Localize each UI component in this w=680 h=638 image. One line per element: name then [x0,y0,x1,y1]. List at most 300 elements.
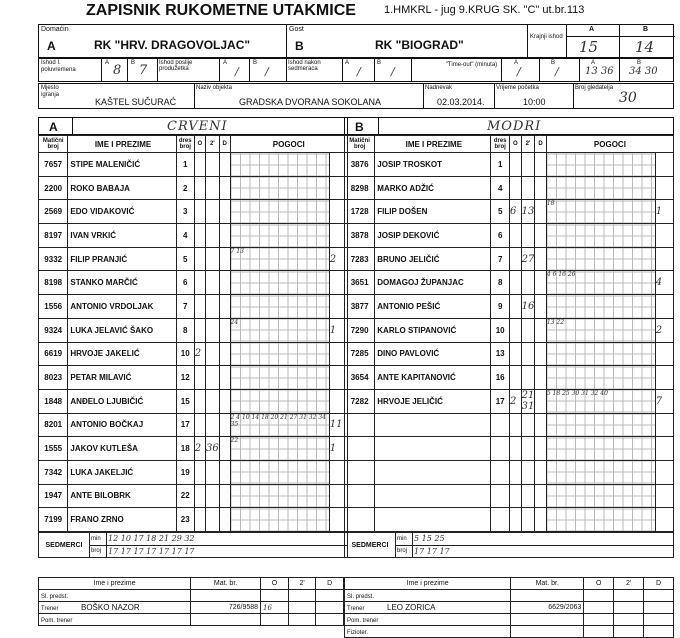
player-number: 6 [176,271,194,295]
player-2min: 13 [521,200,535,224]
player-number: 8 [176,318,194,342]
off-col-name: Ime i prezime [345,578,511,590]
player-d [535,247,546,271]
player-mb: 8201 [39,413,68,437]
player-mb: 7282 [345,389,375,413]
player-d [219,460,230,484]
player-o [509,318,521,342]
player-o [194,271,205,295]
sed-min-label: min [396,533,413,546]
off-col-o: O [584,578,614,590]
player-name: HRVOJE JAKELIĆ [68,342,176,366]
player-row [345,318,674,342]
player-goals [230,366,329,390]
official-role-name [39,602,191,614]
player-mb: 1947 [39,484,68,508]
official-role-name [39,614,191,626]
col-o: O [509,136,521,153]
player-2min [521,366,535,390]
player-2min [521,318,535,342]
player-name: ANTE BILOBRK [68,484,176,508]
team-a-sedmerci [38,532,348,558]
player-o [509,153,521,177]
seven-a-label: A [345,60,350,66]
player-goal-total [655,484,673,508]
player-mb: 1848 [39,389,68,413]
official-role: Fizioter. [347,630,369,636]
player-d [219,318,230,342]
official-role-name [345,602,511,614]
seven-b: / [391,65,395,78]
player-goal-total: 1 [329,318,347,342]
team-a-color: CRVENI [167,119,228,134]
player-2min [521,224,535,248]
official-2min [288,590,316,602]
col-2min: 2' [521,136,535,153]
player-o [194,389,205,413]
player-d [535,437,546,461]
player-mb: 8298 [345,176,375,200]
player-o [509,508,521,532]
timeout-b-label: B [551,60,556,66]
player-name: FRANO ZRNO [68,508,176,532]
team-a-letter: A [49,120,58,134]
official-mb [191,614,261,626]
player-o [194,153,205,177]
player-number: 2 [176,176,194,200]
player-d [535,271,546,295]
player-mb [345,484,375,508]
player-2min: 16 [521,295,535,319]
player-o [509,295,521,319]
player-d [219,366,230,390]
ext-label: Ishod poslije produžetka [159,60,193,72]
player-name: JAKOV KUTLEŠA [68,437,176,461]
player-2min [205,484,219,508]
player-mb: 7285 [345,342,375,366]
player-row [39,318,348,342]
player-o [194,200,205,224]
half-b: 7 [139,63,148,78]
player-2min [205,318,219,342]
player-row [345,224,674,248]
player-goal-total: 2 [655,318,673,342]
teams-box [38,24,674,58]
player-o [194,176,205,200]
official-row [345,614,674,626]
player-o [509,247,521,271]
player-2min [205,413,219,437]
player-number: 1 [491,153,510,177]
player-d [219,389,230,413]
form-title: ZAPISNIK RUKOMETNE UTAKMICE [86,2,356,19]
official-o [584,602,614,614]
official-o [584,590,614,602]
player-goals [230,271,329,295]
player-row [39,153,348,177]
player-2min [521,508,535,532]
player-name: FILIP PRANJIĆ [68,247,176,271]
sed-min-label: min [90,533,107,546]
player-row [39,508,348,532]
player-name: IVAN VRKIĆ [68,224,176,248]
player-d [219,153,230,177]
player-o [509,176,521,200]
player-row [345,200,674,224]
player-row [345,153,674,177]
player-2min [521,153,535,177]
official-mb [191,590,261,602]
player-row [39,366,348,390]
player-number [491,484,510,508]
player-name: DOMAGOJ ŽUPANJAC [375,271,491,295]
player-d [219,508,230,532]
official-mb: 6629/2063 [511,602,584,614]
player-goal-total [655,413,673,437]
official-mb: 726/9588 [191,602,261,614]
official-row [345,626,674,638]
half-a: 8 [113,63,122,78]
player-o [194,366,205,390]
player-d [535,200,546,224]
official-o [584,626,614,638]
player-goals [230,389,329,413]
player-name [375,484,491,508]
player-d [535,224,546,248]
team-b-color: MODRI [487,119,542,134]
player-o [194,460,205,484]
official-2min [614,614,644,626]
team-b-letter: B [355,120,364,134]
player-2min: 36 [205,437,219,461]
player-d [535,389,546,413]
timeout-a-label: A [514,60,519,66]
player-number: 7 [491,247,510,271]
team-b-roster [344,135,674,532]
player-o [509,460,521,484]
official-d [644,614,674,626]
player-mb: 1728 [345,200,375,224]
player-mb: 7290 [345,318,375,342]
player-o: 2 [509,389,521,413]
seven-a: / [357,65,361,78]
official-mb [511,626,584,638]
player-row [39,413,348,437]
player-o [194,413,205,437]
player-mb: 8198 [39,271,68,295]
player-goals: 13 22 [546,318,655,342]
official-mb [511,614,584,626]
player-2min [205,224,219,248]
official-o [261,590,289,602]
home-team-name: RK "HRV. DRAGOVOLJAC" [94,38,251,52]
player-2min [521,176,535,200]
player-goal-total [655,224,673,248]
player-goals: 2 4 10 14 18 20 21 27 31 32 34 35 [230,413,329,437]
official-role-name [345,590,511,602]
ext-b-label: B [253,60,258,66]
player-d [535,342,546,366]
official-d [644,590,674,602]
official-d [316,590,344,602]
seven-b-label: B [377,60,382,66]
player-mb [345,460,375,484]
player-mb [345,413,375,437]
player-number: 13 [491,342,510,366]
player-goals [546,484,655,508]
player-mb: 1556 [39,295,68,319]
player-d [535,484,546,508]
player-mb: 1555 [39,437,68,461]
player-2min [205,271,219,295]
official-role: Sl. predst. [347,594,375,600]
player-2min [205,247,219,271]
time-label: Vrijeme početka [496,85,539,91]
player-goal-total [655,247,673,271]
player-row [345,460,674,484]
player-number: 3 [176,200,194,224]
player-d [219,413,230,437]
league-info: 1.HMKRL - jug 9.KRUG SK. "C" ut.br.113 [384,4,585,16]
result-row [38,58,674,82]
official-name: LEO ZORICA [387,603,436,612]
player-o [509,366,521,390]
player-number: 17 [491,389,510,413]
off-col-mb: Mat. br. [191,578,261,590]
player-mb: 7283 [345,247,375,271]
official-row [345,602,674,614]
player-goals [230,295,329,319]
player-mb: 7657 [39,153,68,177]
home-label: Domaćin [41,26,69,33]
player-row [345,508,674,532]
player-number: 18 [176,437,194,461]
player-goal-total: 2 [329,247,347,271]
col-2min: 2' [205,136,219,153]
player-name: PETAR MILAVIĆ [68,366,176,390]
player-name: DINO PAVLOVIĆ [375,342,491,366]
official-role-name [39,590,191,602]
player-o [194,318,205,342]
player-o [194,508,205,532]
off-col-name: Ime i prezime [39,578,191,590]
player-mb: 3878 [345,224,375,248]
player-goals [230,484,329,508]
player-goals [546,224,655,248]
col-o: O [194,136,205,153]
home-letter: A [47,39,56,53]
team-a-panel [38,117,348,558]
player-2min [205,508,219,532]
player-d [535,153,546,177]
player-d [219,484,230,508]
player-name: STANKO MARČIĆ [68,271,176,295]
official-name: BOŠKO NAZOR [81,603,140,612]
timeout-b: / [555,65,559,78]
official-role-name [345,626,511,638]
player-mb: 2200 [39,176,68,200]
ext-b: / [265,65,269,78]
player-name: JOSIP DEKOVIĆ [375,224,491,248]
spectators-label: Broj gledatelja [575,85,614,91]
officials-b [344,577,674,638]
player-name: LUKA JAKELJIĆ [68,460,176,484]
player-name [375,508,491,532]
player-o [194,224,205,248]
timeout-label: "Time-out" (minuta) [445,62,498,68]
venue-row [38,83,674,109]
player-d [535,366,546,390]
player-row [345,389,674,413]
officials-a [38,577,344,626]
official-d [644,602,674,614]
player-d [219,247,230,271]
player-goals: 5 18 25 30 31 32 40 [546,389,655,413]
player-o [509,437,521,461]
ext-a: / [235,65,239,78]
player-mb: 9324 [39,318,68,342]
place-label: Mjesto igranja [41,85,60,98]
player-goal-total [655,460,673,484]
half-b-label: B [131,60,136,66]
player-goals [546,295,655,319]
col-dres: dres broj [491,136,510,153]
player-name: LUKA JELAVIĆ ŠAKO [68,318,176,342]
player-2min [205,295,219,319]
player-goal-total: 7 [655,389,673,413]
player-name: ANĐELO LJUBIČIĆ [68,389,176,413]
hall: GRADSKA DVORANA SOKOLANA [239,97,382,107]
player-mb: 9332 [39,247,68,271]
off-col-o: O [261,578,289,590]
player-number: 8 [491,271,510,295]
final-score-b: 14 [635,38,655,56]
player-name: MARKO ADŽIĆ [375,176,491,200]
player-row [39,224,348,248]
player-number [491,460,510,484]
player-number: 5 [491,200,510,224]
official-2min [614,590,644,602]
date-label: Nadnevak [425,85,453,91]
official-role: Trener [347,606,365,612]
player-name: KARLO STIPANOVIĆ [375,318,491,342]
player-number [491,508,510,532]
player-2min: 21 31 [521,390,535,413]
player-goal-total [655,437,673,461]
official-mb [511,590,584,602]
sedmerci-label: SEDMERCI [345,533,396,558]
player-o [509,413,521,437]
player-row [39,342,348,366]
player-goals: 18 [546,200,655,224]
timeout-a: / [517,65,521,78]
player-o [194,247,205,271]
player-row [39,247,348,271]
guest-label: Gost [289,26,304,33]
player-goals [546,508,655,532]
player-mb: 3654 [345,366,375,390]
guest-letter: B [295,39,304,53]
sed-broj-values: 17 17 17 17 17 17 17 [107,545,348,558]
player-o: 6 [509,200,521,224]
player-mb: 6619 [39,342,68,366]
player-number: 12 [176,366,194,390]
player-number: 1 [176,153,194,177]
official-d [316,602,344,614]
player-goals [230,153,329,177]
player-mb: 7199 [39,508,68,532]
player-row [345,247,674,271]
official-role-name [345,614,511,626]
player-name: ROKO BABAJA [68,176,176,200]
player-row [39,295,348,319]
player-goal-total [655,508,673,532]
place: KAŠTEL SUČURAĆ [95,97,177,107]
player-number: 15 [176,389,194,413]
player-goals: 22 [230,437,329,461]
player-o [509,342,521,366]
player-name: BRUNO JELIČIĆ [375,247,491,271]
player-goal-total [655,366,673,390]
off-col-d: D [644,578,674,590]
timeout-a2: 13 36 [585,66,614,77]
team-a-roster [38,135,348,532]
col-dres: dres broj [176,136,194,153]
col-goals: POGOCI [230,136,347,153]
player-mb: 3651 [345,271,375,295]
player-o: 2 [194,342,205,366]
player-2min [521,271,535,295]
date: 02.03.2014. [437,97,485,107]
player-number: 16 [491,366,510,390]
player-goals [546,342,655,366]
spectators: 30 [619,90,637,106]
sed-min-values: 5 15 25 [413,533,674,546]
final-score-a: 15 [579,38,599,56]
half-label: Ishod I. poluvremena [41,60,76,73]
player-goals [546,413,655,437]
player-number: 7 [176,295,194,319]
player-2min [205,389,219,413]
col-mb: Matični broj [39,136,68,153]
timeout-a2-label: A [591,60,596,66]
player-d [535,176,546,200]
player-d [535,413,546,437]
player-2min [521,460,535,484]
player-goals [230,176,329,200]
player-goal-total [655,176,673,200]
official-role: Sl. predst. [41,594,69,600]
sed-broj-label: broj [396,545,413,558]
player-o [194,484,205,508]
player-goal-total [655,153,673,177]
player-row [39,484,348,508]
player-row [39,271,348,295]
player-row [345,271,674,295]
official-o [584,614,614,626]
player-goals: 7 13 [230,247,329,271]
timeout-b2: 34 30 [629,66,658,77]
player-name: ANTE KAPITANOVIĆ [375,366,491,390]
player-name [375,437,491,461]
off-col-2min: 2' [288,578,316,590]
off-col-mb: Mat. br. [511,578,584,590]
sedmerci-label: SEDMERCI [39,533,90,558]
guest-team-name: RK "BIOGRAD" [375,38,464,52]
player-goals: 24 [230,318,329,342]
player-goal-total: 11 [329,413,347,437]
half-a-label: A [105,60,110,66]
